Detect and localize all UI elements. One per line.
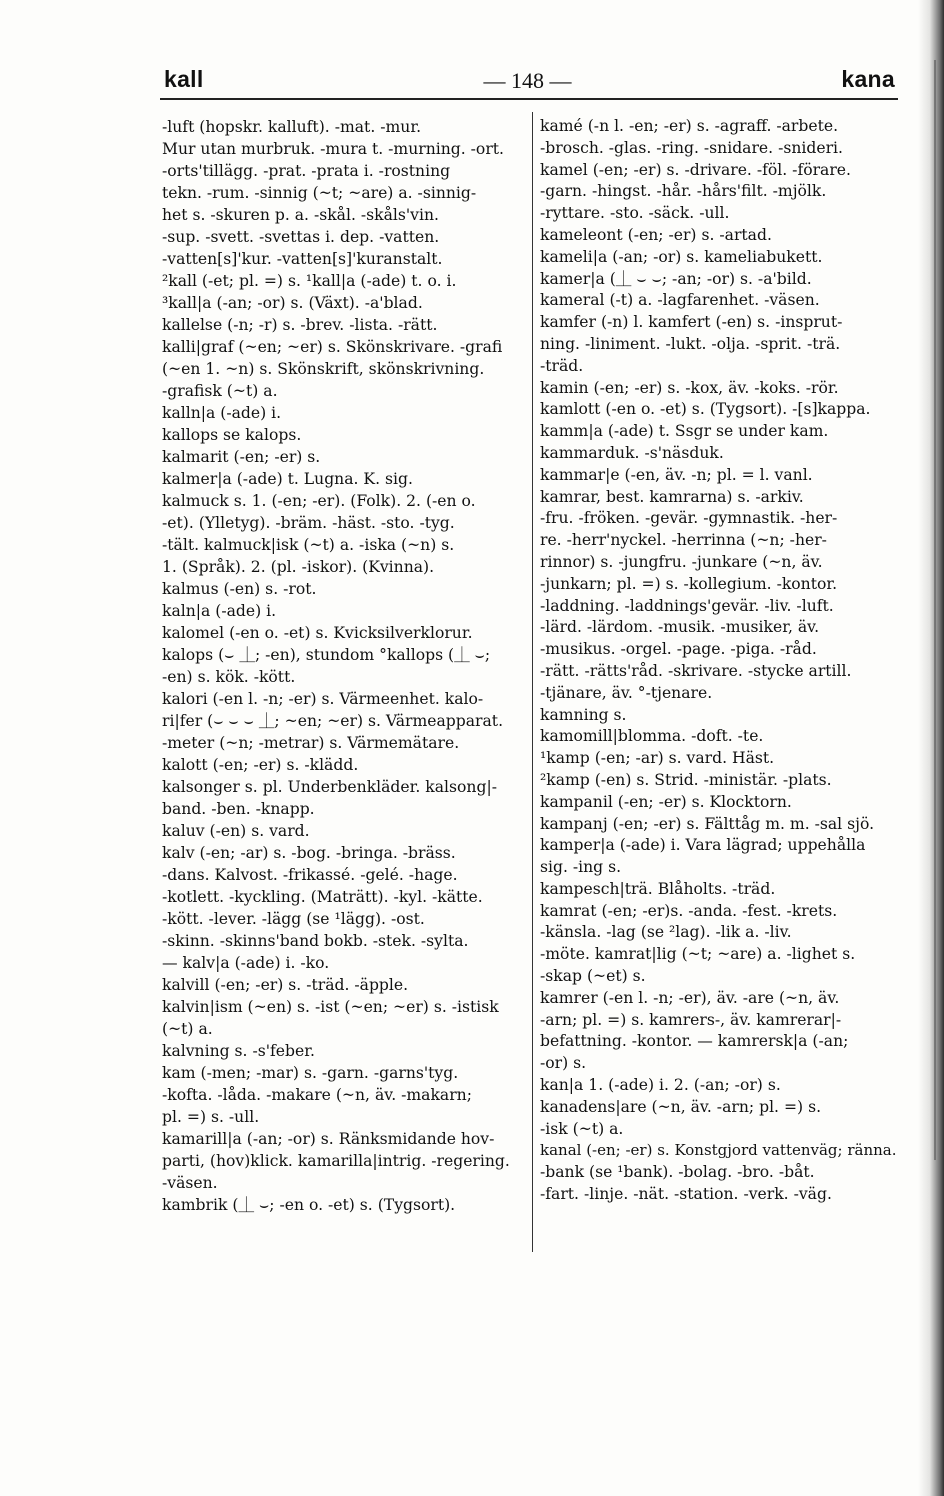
dictionary-line: kampanil (-en; -er) s. Klocktorn. (540, 792, 792, 811)
dictionary-line: -brosch. -glas. -ring. -snidare. -snideri. (540, 138, 843, 157)
dictionary-line: -isk (~t) a. (540, 1119, 624, 1138)
dictionary-line: -bank (se ¹bank). -bolag. -bro. -båt. (540, 1163, 815, 1182)
running-header (160, 66, 895, 100)
dictionary-line: -möte. kamrat|lig (~t; ~are) a. -lighet s. (540, 945, 856, 964)
page-number: — 148 — (483, 68, 572, 93)
header-guide-word-right: kana (841, 66, 895, 92)
dictionary-line: kamrat (-en; -er)s. -anda. -fest. -krets. (540, 901, 838, 920)
dictionary-line: kammarduk. -s'näsduk. (540, 443, 724, 462)
dictionary-line: -träd. (540, 356, 584, 375)
dictionary-line: ning. -liniment. -lukt. -olja. -sprit. -trä. (540, 334, 841, 353)
dictionary-line: -tjänare, äv. °-tjenare. (540, 683, 713, 702)
dictionary-line: kamning s. (540, 705, 627, 724)
dictionary-line: (~en 1. ~n) s. Skönskrift, skönskrivning. (162, 360, 485, 378)
dictionary-line: 1. (Språk). 2. (pl. -iskor). (Kvinna). (162, 558, 435, 576)
dictionary-line: kaln|a (-ade) i. (162, 602, 277, 620)
dictionary-line: parti, (hov)klick. kamarilla|intrig. -regering. (162, 1152, 510, 1170)
dictionary-line: -väsen. (162, 1174, 218, 1192)
dictionary-line: kalmarit (-en; -er) s. (162, 448, 321, 466)
dictionary-line: pl. =) s. -ull. (162, 1108, 260, 1126)
dictionary-line: kalmer|a (-ade) t. Lugna. K. sig. (162, 470, 413, 488)
column-divider (532, 112, 533, 1252)
dictionary-line: -garn. -hingst. -hår. -hårs'filt. -mjölk. (540, 182, 827, 201)
dictionary-line: -arn; pl. =) s. kamrers-, äv. kamrerar|- (540, 1010, 842, 1029)
dictionary-line: -orts'tillägg. -prat. -prata i. -rostning (162, 162, 451, 180)
dictionary-line: kalott (-en; -er) s. -klädd. (162, 756, 359, 774)
dictionary-line: kamrar, best. kamrarna) s. -arkiv. (540, 487, 804, 506)
dictionary-line: kampanj (-en; -er) s. Fälttåg m. m. -sal sjö. (540, 814, 875, 833)
dictionary-line: ²kamp (-en) s. Strid. -ministär. -plats. (540, 770, 832, 789)
dictionary-line: -känsla. -lag (se ²lag). -lik a. -liv. (540, 923, 792, 942)
dictionary-line: kammar|e (-en, äv. -n; pl. = l. vanl. (540, 465, 813, 484)
left-column (162, 116, 524, 1216)
dictionary-line: -en) s. kök. -kött. (162, 668, 296, 686)
dictionary-line: -dans. Kalvost. -frikassé. -gelé. -hage. (162, 866, 458, 884)
dictionary-line: -junkarn; pl. =) s. -kollegium. -kontor. (540, 574, 838, 593)
dictionary-line: sig. -ing s. (540, 858, 622, 877)
dictionary-line: -fru. -fröken. -gevär. -gymnastik. -her- (540, 509, 838, 528)
dictionary-line: kaluv (-en) s. vard. (162, 822, 310, 840)
dictionary-line: kalori (-en l. -n; -er) s. Värmeenhet. kalo- (162, 690, 484, 708)
dictionary-line: kameli|a (-an; -or) s. kameliabukett. (540, 247, 823, 266)
dictionary-line: kallelse (-n; -r) s. -brev. -lista. -rätt. (162, 316, 438, 334)
header-rule (160, 98, 898, 100)
dictionary-line: -grafisk (~t) a. (162, 382, 278, 400)
dictionary-line: -meter (~n; -metrar) s. Värmemätare. (162, 734, 460, 752)
dictionary-line: rinnor) s. -jungfru. -junkare (~n, äv. (540, 552, 823, 571)
dictionary-line: -laddning. -laddnings'gevär. -liv. -luft. (540, 596, 834, 615)
dictionary-line: Mur utan murbruk. -mura t. -murning. -ort. (162, 140, 504, 158)
dictionary-line: -kött. -lever. -lägg (se ¹lägg). -ost. (162, 910, 425, 928)
dictionary-line: kalvin|ism (~en) s. -ist (~en; ~er) s. -istisk (162, 998, 499, 1016)
dictionary-line: kambrik (⏊ ⌣; -en o. -et) s. (Tygsort). (162, 1196, 456, 1214)
dictionary-line: kalv (-en; -ar) s. -bog. -bringa. -bräss. (162, 844, 456, 862)
dictionary-line: -lärd. -lärdom. -musik. -musiker, äv. (540, 618, 820, 637)
dictionary-line: kamé (-n l. -en; -er) s. -agraff. -arbete. (540, 117, 839, 135)
right-column (540, 116, 902, 1206)
dictionary-line: kalvill (-en; -er) s. -träd. -äpple. (162, 976, 409, 994)
dictionary-line: kamrer (-en l. -n; -er), äv. -are (~n, äv. (540, 988, 840, 1007)
dictionary-line: ²kall (-et; pl. =) s. ¹kall|a (-ade) t. o. i. (162, 272, 457, 290)
dictionary-line: ³kall|a (-an; -or) s. (Växt). -a'blad. (162, 294, 423, 312)
page-edge-shadow (918, 0, 944, 1496)
dictionary-line: -musikus. -orgel. -page. -piga. -råd. (540, 640, 817, 659)
dictionary-line: kamper|a (-ade) i. Vara lägrad; uppehålla (540, 836, 866, 855)
dictionary-line: (~t) a. (162, 1020, 213, 1038)
dictionary-line: kamfer (-n) l. kamfert (-en) s. -insprut- (540, 313, 843, 332)
dictionary-line: kamlott (-en o. -et) s. (Tygsort). -[s]kappa. (540, 400, 871, 419)
dictionary-line: befattning. -kontor. — kamrersk|a (-an; (540, 1032, 849, 1051)
dictionary-line: band. -ben. -knapp. (162, 800, 315, 818)
dictionary-line: -vatten[s]'kur. -vatten[s]'kuranstalt. (162, 250, 443, 268)
dictionary-line: kamomill|blomma. -doft. -te. (540, 727, 764, 746)
dictionary-line: kalli|graf (~en; ~er) s. Skönskrivare. -grafi (162, 338, 503, 356)
dictionary-line: kamarill|a (-an; -or) s. Ränksmidande hov- (162, 1130, 495, 1148)
dictionary-line: kampesch|trä. Blåholts. -träd. (540, 879, 776, 898)
dictionary-line: kanadens|are (~n, äv. -arn; pl. =) s. (540, 1097, 822, 1116)
dictionary-line: kameral (-t) a. -lagfarenhet. -väsen. (540, 291, 820, 310)
dictionary-line: -or) s. (540, 1054, 587, 1073)
dictionary-line: tekn. -rum. -sinnig (~t; ~are) a. -sinnig- (162, 184, 477, 202)
dictionary-line: -luft (hopskr. kalluft). -mat. -mur. (162, 118, 422, 136)
dictionary-line: kalomel (-en o. -et) s. Kvicksilverklorur. (162, 624, 473, 642)
dictionary-line: kalsonger s. pl. Underbenkläder. kalsong|- (162, 778, 497, 796)
dictionary-line: kalmus (-en) s. -rot. (162, 580, 317, 598)
dictionary-line: -skap (~et) s. (540, 967, 646, 986)
dictionary-line: kalln|a (-ade) i. (162, 404, 282, 422)
dictionary-line: kalops (⌣ ⏊; -en), stundom °kallops (⏊ ⌣; (162, 646, 491, 664)
dictionary-line: kamm|a (-ade) t. Ssgr se under kam. (540, 422, 829, 441)
dictionary-line: kalmuck s. 1. (-en; -er). (Folk). 2. (-en o. (162, 492, 476, 510)
dictionary-line: -sup. -svett. -svettas i. dep. -vatten. (162, 228, 440, 246)
header-guide-word-left: kall (164, 66, 204, 92)
dictionary-line: het s. -skuren p. a. -skål. -skåls'vin. (162, 206, 439, 224)
dictionary-line: kan|a 1. (-ade) i. 2. (-an; -or) s. (540, 1076, 781, 1095)
dictionary-line: -fart. -linje. -nät. -station. -verk. -väg. (540, 1185, 832, 1204)
dictionary-line: -tält. kalmuck|isk (~t) a. -iska (~n) s. (162, 536, 455, 554)
dictionary-line: -rätt. -rätts'råd. -skrivare. -stycke artill. (540, 661, 852, 680)
dictionary-line: kamel (-en; -er) s. -drivare. -föl. -förare. (540, 160, 851, 179)
dictionary-line: ri|fer (⌣ ⌣ ⌣ ⏊; ~en; ~er) s. Värmeapparat. (162, 712, 504, 730)
dictionary-line: -kotlett. -kyckling. (Maträtt). -kyl. -kätte. (162, 888, 483, 906)
dictionary-line: ¹kamp (-en; -ar) s. vard. Häst. (540, 749, 775, 768)
dictionary-line: kanal (-en; -er) s. Konstgjord vattenväg; ränna. (540, 1141, 897, 1160)
dictionary-line: -et). (Ylletyg). -bräm. -häst. -sto. -tyg. (162, 514, 455, 532)
dictionary-line: kamin (-en; -er) s. -kox, äv. -koks. -rör. (540, 378, 839, 397)
dictionary-line: kamer|a (⏊ ⌣ ⌣; -an; -or) s. -a'bild. (540, 269, 812, 288)
dictionary-line: — kalv|a (-ade) i. -ko. (162, 954, 330, 972)
dictionary-line: kameleont (-en; -er) s. -artad. (540, 225, 772, 244)
page-edge-line (934, 60, 936, 1160)
dictionary-line: re. -herr'nyckel. -herrinna (~n; -her- (540, 531, 827, 550)
dictionary-line: -kofta. -låda. -makare (~n, äv. -makarn; (162, 1086, 472, 1104)
dictionary-line: kallops se kalops. (162, 426, 302, 444)
dictionary-line: kam (-men; -mar) s. -garn. -garns'tyg. (162, 1064, 459, 1082)
dictionary-line: -ryttare. -sto. -säck. -ull. (540, 204, 730, 223)
dictionary-line: kalvning s. -s'feber. (162, 1042, 315, 1060)
dictionary-line: -skinn. -skinns'band bokb. -stek. -sylta. (162, 932, 469, 950)
